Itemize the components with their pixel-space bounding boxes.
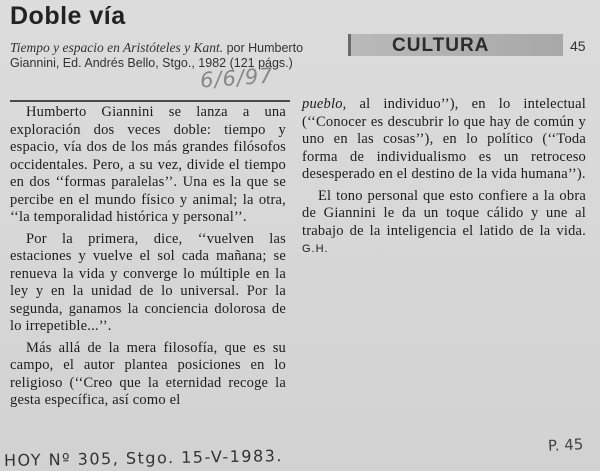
lead-rest: , al individuo’’), en lo intelectual (‘‘Conocer es descubrir lo que hay de común y uno en las cosas’’), en lo político (‘‘Toda forma de individualismo es un retroceso desesperado en el destino de la vida humana’’). xyxy=(302,96,586,182)
page-number: 45 xyxy=(570,38,586,54)
lead-italic: pueblo xyxy=(302,96,343,112)
article-left-column xyxy=(10,104,286,414)
book-details: por Humberto Giannini, Ed. Andrés Bello, Stgo., 1982 (121 págs.) xyxy=(10,41,304,70)
handwritten-source: HOY Nº 305, Stgo. 15-V-1983. xyxy=(3,446,284,470)
paragraph-4 xyxy=(302,96,586,184)
book-title: Tiempo y espacio en Aristóteles y Kant xyxy=(10,40,220,55)
title-rule xyxy=(10,100,290,102)
handwritten-date: 6/6/97 xyxy=(199,63,275,93)
article-title: Doble vía xyxy=(10,2,126,30)
section-label: CULTURA xyxy=(392,35,490,56)
closing-text: El tono personal que esto confiere a la obra de Giannini le da un toque cálido y une al trabajo de la inteligencia el latido de la vida. xyxy=(302,187,586,239)
paragraph-3: Más allá de la mera filosofía, que es su campo, el autor plantea posiciones en lo religioso (‘‘Creo que la eternidad recoge la gesta específica, así como el xyxy=(10,339,286,408)
handwritten-page-number: P. 45 xyxy=(547,435,584,455)
author-initials: G.H. xyxy=(302,243,329,255)
paragraph-2: Por la primera, dice, ‘‘vuelven las estaciones y vuelve el sol cada mañana; se renueva la vida y converge lo múltiple en la ley y en la unidad de lo universal. Por la segunda, ganamos la conciencia dolorosa de lo irrepetible...’’. xyxy=(10,230,286,334)
book-byline: Tiempo y espacio en Aristóteles y Kant. por Humberto Giannini, Ed. Andrés Bello, Stgo., 1982 (121 págs.) xyxy=(10,40,304,70)
paragraph-5 xyxy=(302,188,586,259)
paragraph-1: Humberto Giannini se lanza a una exploración dos veces doble: tiempo y espacio, vía dos de los más grandes filósofos occidentales. Pero, a su vez, divide el tiempo en dos ‘‘formas paralelas’’. Una es la que se percibe en el mundo físico y animal; la otra, ‘‘la temporalidad histórica y personal’’. xyxy=(10,104,286,225)
article-right-column xyxy=(302,96,586,263)
